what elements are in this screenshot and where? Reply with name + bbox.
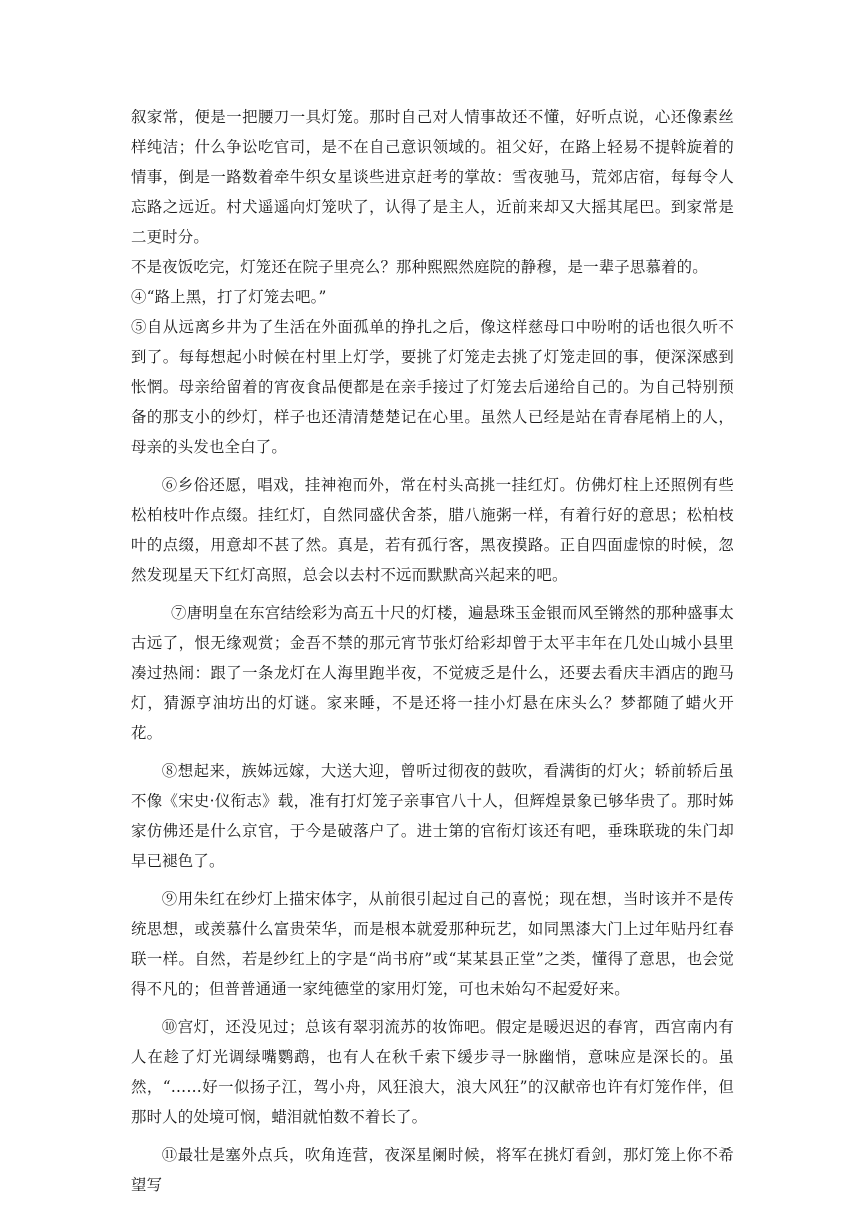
document-page	[131, 102, 734, 1200]
paragraph-10: ⑩宫灯，还没见过；总该有翠羽流苏的妆饰吧。假定是暖迟迟的春宵，西宫南内有人在趁了灯光调绿嘴鹦鹉，也有人在秋千索下缓步寻一脉幽悄，意味应是深长的。虽然，“……好一似扬子江，驾小舟，风狂浪大，浪大风狂”的汉献帝也许有灯笼作伴，但那时人的处境可悯，蜡泪就怕数不着长了。	[131, 1018, 734, 1126]
paragraph-11: ⑪最壮是塞外点兵，吹角连营，夜深星阑时候，将军在挑灯看剑，那灯笼上你不希望写	[131, 1146, 734, 1194]
paragraph-3-end: 不是夜饭吃完，灯笼还在院子里亮么？那种熙熙然庭院的静穆，是一辈子思慕着的。	[131, 258, 708, 276]
paragraph-9: ⑨用朱红在纱灯上描宋体字，从前很引起过自己的喜悦；现在想，当时该并不是传统思想，或羡慕什么富贵荣华，而是根本就爱那种玩艺，如同黑漆大门上过年贴丹红春联一样。自然，若是纱红上的字是“尚书府”或“某某县正堂”之类，懂得了意思，也会觉得不凡的；但普普通通一家纯德堂的家用灯笼，可也未始勾不起爱好来。	[131, 890, 734, 998]
paragraph-continuation: 叙家常，便是一把腰刀一具灯笼。那时自己对人情事故还不懂，好听点说，心还像素丝样纯洁；什么争讼吃官司，是不在自己意识领域的。祖父好，在路上轻易不提斡旋着的情事，倒是一路数着牵牛织女星谈些进京赶考的掌故：雪夜驰马，荒郊店宿，每每令人忘路之远近。村犬遥遥向灯笼吠了，认得了是主人，近前来却又大摇其尾巴。到家常是二更时分。	[131, 108, 734, 246]
paragraph-7: ⑦唐明皇在东宫结绘彩为高五十尺的灯楼，遍悬珠玉金银而风至锵然的那种盛事太古远了，恨无缘观赏；金吾不禁的那元宵节张灯给彩却曾于太平丰年在几处山城小县里凑过热闹：跟了一条龙灯在人海里跑半夜，不觉疲乏是什么，还要去看庆丰酒店的跑马灯，猜源亨油坊出的灯谜。家来睡，不是还将一挂小灯悬在床头么？梦都随了蜡火开花。	[131, 604, 734, 742]
paragraph-4: ④“路上黑，打了灯笼去吧。”	[131, 288, 327, 306]
paragraph-5: ⑤自从远离乡井为了生活在外面孤单的挣扎之后，像这样慈母口中吩咐的话也很久听不到了。每每想起小时候在村里上灯学，要挑了灯笼走去挑了灯笼走回的事，便深深感到怅惘。母亲给留着的宵夜食品便都是在亲手接过了灯笼去后递给自己的。为自己特别预备的那支小的纱灯，样子也还清清楚楚记在心里。虽然人已经是站在青春尾梢上的人，母亲的头发也全白了。	[131, 318, 734, 456]
paragraph-8: ⑧想起来，族姊远嫁，大送大迎，曾听过彻夜的鼓吹，看满街的灯火；轿前轿后虽不像《宋史·仪衔志》载，准有打灯笼子亲事官八十人，但辉煌景象已够华贵了。那时姊家仿佛还是什么京官，于今是破落户了。进士第的官衔灯该还有吧，垂珠联珑的朱门却早已褪色了。	[131, 762, 734, 870]
paragraph-6: ⑥乡俗还愿，唱戏，挂神袍而外，常在村头高挑一挂红灯。仿佛灯柱上还照例有些松柏枝叶作点缀。挂红灯，自然同盛伏舍茶，腊八施粥一样，有着行好的意思；松柏枝叶的点缀，用意却不甚了然。真是，若有孤行客，黑夜摸路。正自四面虚惊的时候，忽然发现星天下红灯高照，总会以去村不远而默默高兴起来的吧。	[131, 476, 734, 584]
